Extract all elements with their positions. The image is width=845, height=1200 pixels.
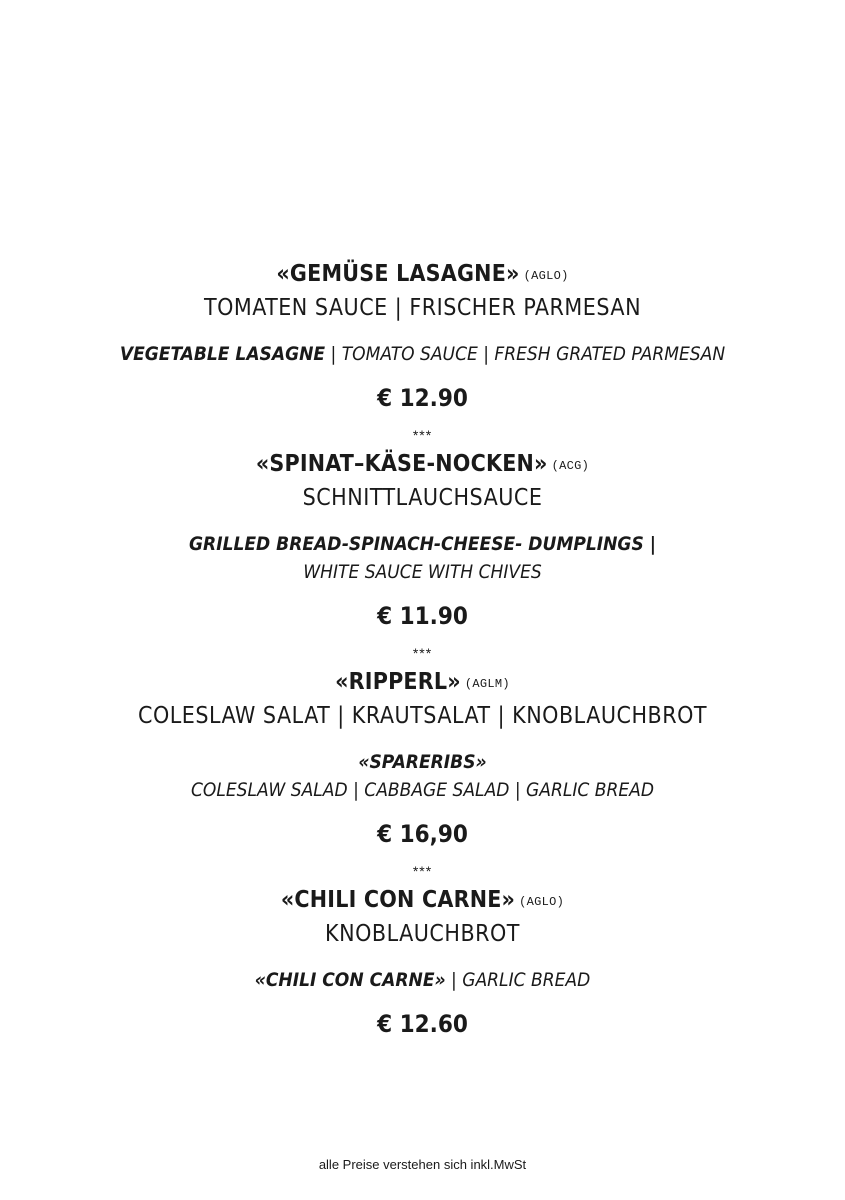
dish-title: «CHILI CON CARNE» — [280, 887, 516, 913]
menu-list — [0, 256, 845, 1040]
dish-title: «SPINAT–KÄSE-NOCKEN» — [255, 451, 548, 477]
allergen-codes: (AGLO) — [519, 895, 565, 909]
dish-english-details: | GARLIC BREAD — [445, 969, 591, 991]
dish-chili-con-carne — [0, 882, 845, 1040]
dish-ripperl — [0, 664, 845, 850]
dish-english-name: «SPARERIBS» — [358, 751, 487, 773]
dish-subtitle: SCHNITTLAUCHSAUCE — [302, 485, 543, 511]
dish-title: «RIPPERL» — [335, 669, 461, 695]
dish-english-description — [103, 530, 743, 586]
dish-price: € 16,90 — [377, 820, 468, 848]
dish-price: € 12.60 — [377, 1010, 468, 1038]
allergen-codes: (AGLM) — [464, 677, 510, 691]
price-footnote: alle Preise verstehen sich inkl.MwSt — [318, 1157, 527, 1172]
dish-title-line — [0, 882, 845, 920]
dish-price: € 11.90 — [377, 602, 468, 630]
dish-title-line — [0, 446, 845, 484]
dish-title-line — [0, 256, 845, 294]
dish-spinat-kaese-nocken — [0, 446, 845, 632]
dish-gemuese-lasagne — [0, 256, 845, 414]
dish-price: € 12.90 — [377, 384, 468, 412]
dish-english-name: GRILLED BREAD-SPINACH-CHEESE- DUMPLINGS | — [189, 533, 656, 555]
allergen-codes: (ACG) — [551, 459, 590, 473]
dish-title-line — [0, 664, 845, 702]
dish-english-name: «CHILI CON CARNE» — [254, 969, 446, 991]
allergen-codes: (AGLO) — [523, 269, 569, 283]
dish-subtitle: COLESLAW SALAT | KRAUTSALAT | KNOBLAUCHBROT — [137, 703, 708, 729]
dish-subtitle: KNOBLAUCHBROT — [325, 921, 520, 947]
dish-title: «GEMÜSE LASAGNE» — [276, 261, 520, 287]
dish-english-description — [103, 748, 743, 804]
separator: *** — [412, 863, 433, 879]
dish-english-description — [103, 966, 743, 994]
dish-subtitle: TOMATEN SAUCE | FRISCHER PARMESAN — [203, 295, 642, 321]
separator: *** — [412, 645, 433, 661]
dish-english-details: | TOMATO SAUCE | FRESH GRATED PARMESAN — [325, 343, 726, 365]
separator: *** — [412, 427, 433, 443]
dish-english-details: COLESLAW SALAD | CABBAGE SALAD | GARLIC BREAD — [190, 779, 655, 801]
dish-english-description — [103, 340, 743, 368]
dish-english-name: VEGETABLE LASAGNE — [119, 343, 326, 365]
dish-english-details: WHITE SAUCE WITH CHIVES — [303, 561, 542, 583]
